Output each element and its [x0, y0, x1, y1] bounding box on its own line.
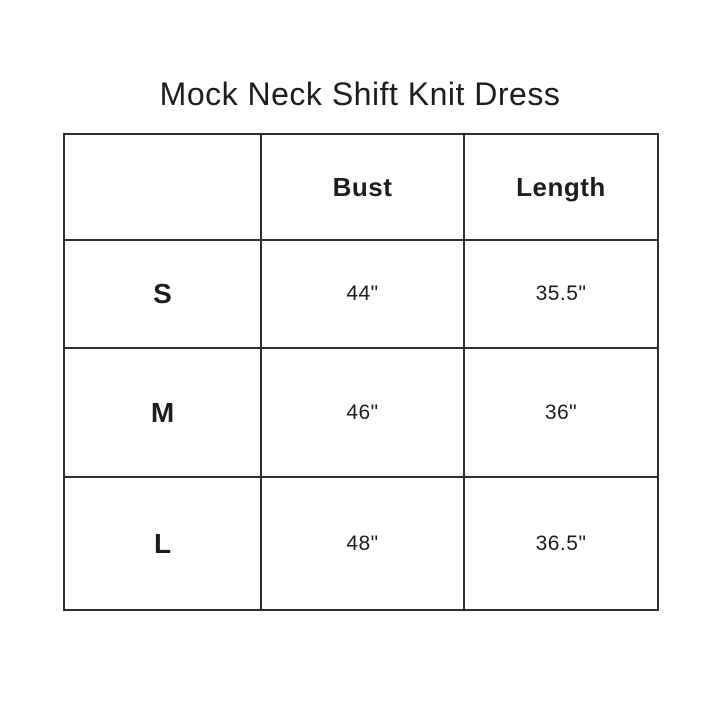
length-value-s: 35.5" — [464, 240, 658, 348]
table-row — [64, 477, 658, 610]
table-row — [64, 348, 658, 477]
size-label-s: S — [64, 240, 261, 348]
bust-value-s: 44" — [261, 240, 464, 348]
header-cell-length: Length — [464, 134, 658, 240]
page-title: Mock Neck Shift Knit Dress — [159, 76, 561, 112]
bust-value-l: 48" — [261, 477, 464, 610]
table-row — [64, 240, 658, 348]
length-value-l: 36.5" — [464, 477, 658, 610]
header-cell-empty — [64, 134, 261, 240]
bust-value-m: 46" — [261, 348, 464, 477]
size-label-l: L — [64, 477, 261, 610]
header-cell-bust: Bust — [261, 134, 464, 240]
size-label-m: M — [64, 348, 261, 477]
table-header-row — [64, 134, 658, 240]
size-chart-table — [63, 133, 659, 611]
length-value-m: 36" — [464, 348, 658, 477]
